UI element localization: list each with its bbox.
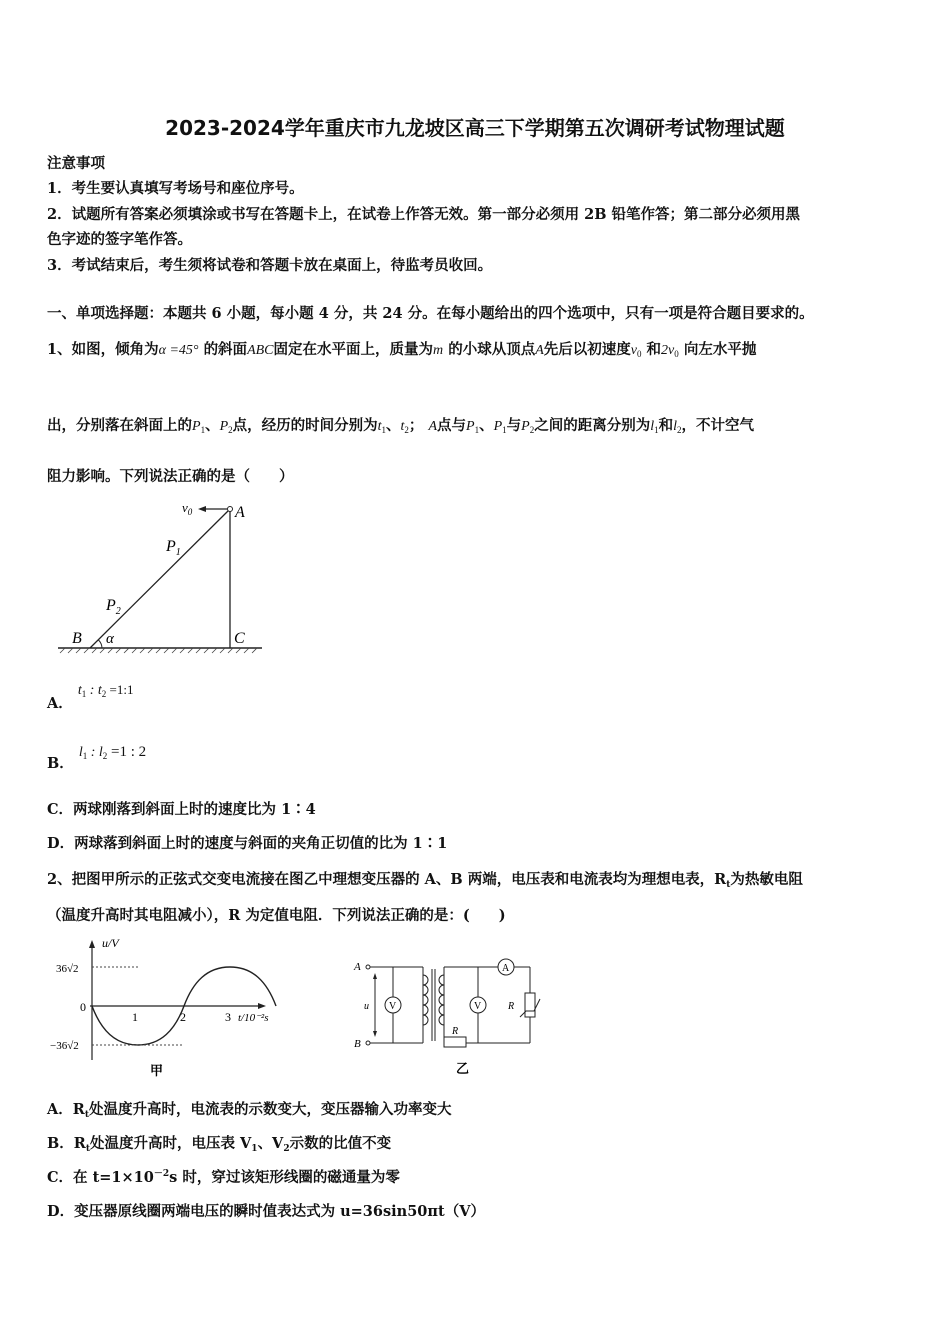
v1-label: V bbox=[389, 1001, 397, 1012]
u-label: u/V bbox=[102, 936, 119, 950]
q2-option-C: C．在 $t=1\times 10^{-2}s$ 时，穿过该矩形线圈的磁通量为零 bbox=[47, 1169, 400, 1186]
q2-sine-graph bbox=[40, 935, 290, 1085]
terminal-A: A bbox=[354, 961, 361, 973]
notice-heading: 注意事项 bbox=[47, 155, 105, 172]
q1-option-B: B． $l_1$ : $l_2 =1$ : 2 bbox=[47, 744, 147, 772]
q1-option-A: A． $t_1$ : $t_2$ =1:1 bbox=[47, 682, 134, 712]
u-label-circuit: u bbox=[364, 1001, 369, 1012]
tick-1: 1 bbox=[132, 1010, 138, 1024]
notice-item-1: 1．考生要认真填写考场号和座位序号。 bbox=[47, 180, 304, 197]
q2-line2: （温度升高时其电阻减小），R 为定值电阻．下列说法正确的是：( ) bbox=[47, 907, 506, 924]
t-label: t/10⁻²s bbox=[238, 1012, 269, 1024]
r-label: R bbox=[452, 1026, 459, 1037]
caption-yi: 乙 bbox=[456, 1061, 470, 1076]
q1-line2: 出，分别落在斜面上的$P_1$、$P_2$点，经历的时间分别为$t_1$、$t_2$； A点与$P_1$、$P_1$与$P_2$之间的距离分别为$l_1$和$l_2$，不计空气 bbox=[47, 417, 754, 435]
secondary-coil bbox=[439, 975, 444, 1025]
q2-line1: 2、把图甲所示的正弦式交变电流接在图乙中理想变压器的 A、B 两端，电压表和电流表均为理想电表，$R_t$为热敏电阻 bbox=[47, 871, 803, 890]
page-title: 2023-2024学年重庆市九龙坡区高三下学期第五次调研考试物理试题 bbox=[165, 116, 785, 140]
q2-option-B: B．$R_t$处温度升高时，电压表 $V_1$、$V_2$示数的比值不变 bbox=[47, 1135, 392, 1154]
incline-line bbox=[90, 509, 230, 648]
neg-peak-label: −36√2 bbox=[50, 1040, 79, 1052]
label-alpha: α bbox=[106, 631, 114, 647]
tick-3: 3 bbox=[225, 1010, 231, 1024]
thermistor bbox=[525, 993, 535, 1017]
v2-label: V bbox=[474, 1001, 482, 1012]
resistor-R bbox=[444, 1037, 466, 1047]
q2-circuit-diagram bbox=[348, 955, 548, 1080]
q2-option-A: A．$R_t$处温度升高时，电流表的示数变大，变压器输入功率变大 bbox=[47, 1101, 452, 1120]
q1-incline-figure bbox=[50, 495, 270, 660]
label-v0: $v_0$ bbox=[182, 500, 193, 517]
q2-option-D: D．变压器原线圈两端电压的瞬时值表达式为 u=36sin50πt（V） bbox=[47, 1203, 485, 1220]
u-axis-arrow bbox=[89, 940, 95, 948]
ammeter-label: A bbox=[502, 963, 510, 974]
terminal-B: B bbox=[354, 1038, 361, 1050]
notice-item-3: 3．考试结束后，考生须将试卷和答题卡放在桌面上，待监考员收回。 bbox=[47, 257, 493, 274]
label-A: A bbox=[235, 504, 245, 521]
label-P1: $P_1$ bbox=[166, 538, 181, 558]
pos-peak-label: 36√2 bbox=[56, 963, 79, 975]
ball-at-A bbox=[228, 507, 233, 512]
primary-coil bbox=[423, 975, 428, 1025]
rt-label: R bbox=[508, 1001, 515, 1012]
q1-option-D: D．两球落到斜面上时的速度与斜面的夹角正切值的比为 1∶1 bbox=[47, 835, 448, 852]
tick-2: 2 bbox=[180, 1010, 186, 1024]
section1-heading: 一、单项选择题：本题共 6 小题，每小题 4 分，共 24 分。在每小题给出的四个选项中，只有一项是符合题目要求的。 bbox=[47, 305, 814, 322]
v0-arrowhead bbox=[198, 506, 206, 512]
q1-option-C: C．两球刚落到斜面上时的速度比为 1∶4 bbox=[47, 801, 316, 818]
label-B: B bbox=[72, 630, 82, 647]
q1-line3: 阻力影响。下列说法正确的是（ ） bbox=[47, 468, 294, 485]
label-C: C bbox=[234, 630, 245, 647]
notice-item-2-cont: 色字迹的签字笔作答。 bbox=[47, 231, 192, 248]
notice-item-2: 2．试题所有答案必须填涂或书写在答题卡上，在试卷上作答无效。第一部分必须用 2B 铅笔作答；第二部分必须用黑 bbox=[47, 206, 801, 223]
alpha-arc bbox=[99, 640, 103, 648]
q1-line1: 1、如图，倾角为α =45° 的斜面ABC固定在水平面上，质量为m 的小球从顶点A先后以初速度$v_0$ 和$2v_0$ 向左水平抛 bbox=[47, 341, 757, 359]
t-axis-arrow bbox=[258, 1003, 266, 1009]
origin-label: 0 bbox=[80, 1000, 86, 1014]
caption-jia: 甲 bbox=[150, 1063, 164, 1078]
label-P2: $P_2$ bbox=[106, 597, 121, 617]
